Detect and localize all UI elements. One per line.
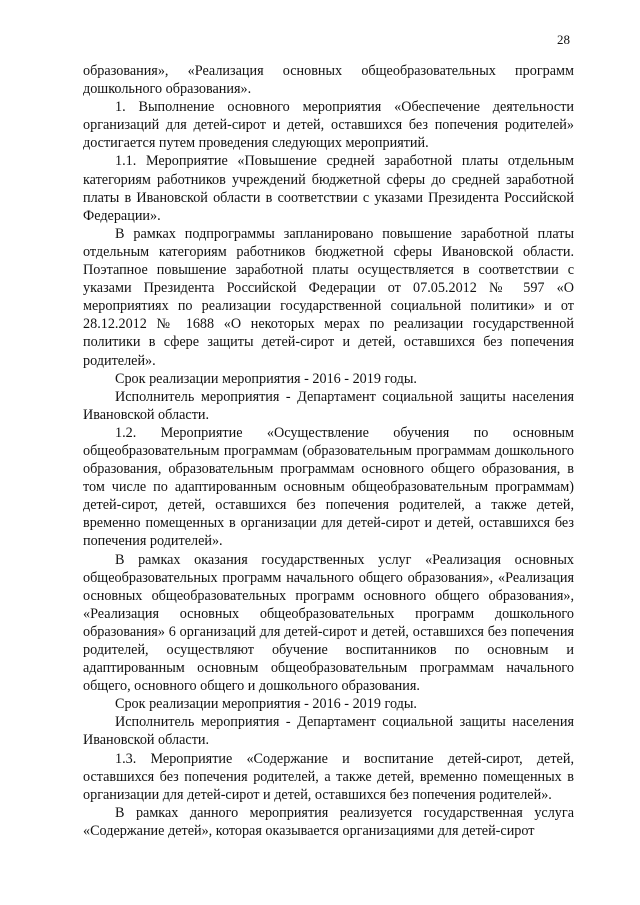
- paragraph: В рамках подпрограммы запланировано повышение заработной платы отдельным категориям работников бюджетной сферы Ивановской области. Поэтапное повышение заработной платы осуществляется в соответствии с указами Президента Российской Федерации от 07.05.2012 № 597 «О мероприятиях по реализации государственной социальной политики» и от 28.12.2012 № 1688 «О некоторых мерах по реализации государственной политики в сфере защиты детей-сирот и детей, оставшихся без попечения родителей».: [83, 225, 574, 369]
- document-body: [83, 62, 574, 840]
- paragraph: 1. Выполнение основного мероприятия «Обеспечение деятельности организаций для детей-сирот и детей, оставшихся без попечения родителей» достигается путем проведения следующих мероприятий.: [83, 99, 574, 152]
- paragraph: Исполнитель мероприятия - Департамент социальной защиты населения Ивановской области.: [83, 714, 574, 749]
- paragraph: 1.3. Мероприятие «Содержание и воспитание детей-сирот, детей, оставшихся без попечения родителей, а также детей, временно помещенных в организации для детей-сирот и детей, оставшихся без попечения родителей».: [83, 750, 574, 803]
- paragraph: В рамках оказания государственных услуг «Реализация основных общеобразовательных программ начального общего образования», «Реализация основных общеобразовательных программ основного общего образования», «Реализация основных общеобразовательных программ дошкольного образования» 6 организаций для детей-сирот и детей, оставшихся без попечения родителей, осуществляют обучение воспитанников по основным и адаптированным основным общеобразовательным программам начального общего, основного общего и дошкольного образования.: [83, 551, 574, 695]
- paragraph: Срок реализации мероприятия - 2016 - 2019 годы.: [115, 370, 417, 387]
- page-number: 28: [557, 32, 570, 47]
- paragraph: Срок реализации мероприятия - 2016 - 2019 годы.: [115, 696, 417, 713]
- paragraph: 1.2. Мероприятие «Осуществление обучения по основным общеобразовательным программам (образовательным программам дошкольного образования, образовательным программам основного общего образования, в том числе по адаптированным основным общеобразовательным программам) детей-сирот, детей, оставшихся без попечения родителей, а также детей, временно помещенных в организации для детей-сирот и детей, оставшихся без попечения родителей».: [83, 424, 574, 550]
- paragraph: Исполнитель мероприятия - Департамент социальной защиты населения Ивановской области.: [83, 388, 574, 423]
- paragraph: образования», «Реализация основных общеобразовательных программ дошкольного образования».: [83, 63, 574, 98]
- paragraph: 1.1. Мероприятие «Повышение средней заработной платы отдельным категориям работников учреждений бюджетной сферы до средней заработной платы в Ивановской области в соответствии с указами Президента Российской Федерации».: [83, 153, 574, 224]
- paragraph: В рамках данного мероприятия реализуется государственная услуга «Содержание детей», которая оказывается организациями для детей-сирот: [83, 804, 574, 839]
